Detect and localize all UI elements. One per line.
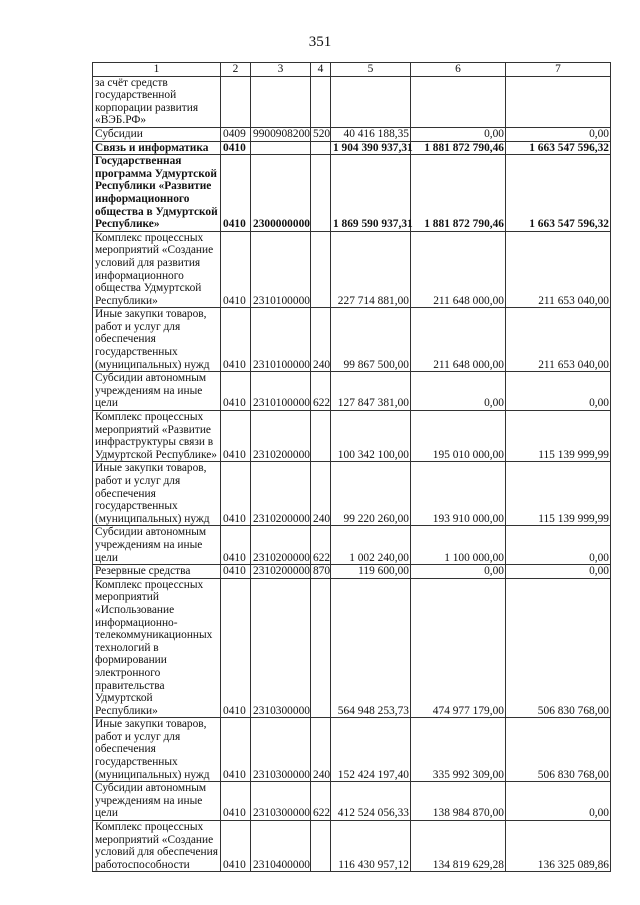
row-name: Субсидии автономным учреждениям на иные цели (93, 372, 221, 411)
row-value-7: 0,00 (506, 565, 611, 579)
row-section-code: 0410 (221, 231, 251, 308)
row-value-7: 115 139 999,99 (506, 462, 611, 526)
row-value-6: 1 881 872 790,46 (411, 155, 506, 232)
row-value-6 (411, 76, 506, 127)
row-value-5: 100 342 100,00 (331, 411, 411, 462)
row-value-5: 99 867 500,00 (331, 308, 411, 372)
row-target-code: 2310300000 (251, 718, 311, 782)
table-row (93, 578, 611, 718)
row-expense-type: 240 (311, 718, 331, 782)
row-target-code: 2310300000 (251, 782, 311, 821)
table-row (93, 127, 611, 141)
table-row (93, 462, 611, 526)
col-header-3: 3 (251, 63, 311, 77)
row-name: Субсидии (93, 127, 221, 141)
row-target-code: 2310100000 (251, 231, 311, 308)
row-target-code: 2310200000 (251, 462, 311, 526)
col-header-5: 5 (331, 63, 411, 77)
row-value-6: 0,00 (411, 127, 506, 141)
row-target-code: 2310200000 (251, 526, 311, 565)
row-section-code (221, 76, 251, 127)
row-section-code: 0410 (221, 526, 251, 565)
row-name: Резервные средства (93, 565, 221, 579)
table-row (93, 141, 611, 155)
row-value-7: 211 653 040,00 (506, 231, 611, 308)
row-name: Комплекс процессных мероприятий «Развитие инфраструктуры связи в Удмуртской Республике» (93, 411, 221, 462)
table-row (93, 821, 611, 872)
row-name: Субсидии автономным учреждениям на иные цели (93, 782, 221, 821)
budget-table (92, 62, 611, 872)
row-value-5: 1 002 240,00 (331, 526, 411, 565)
row-name: Связь и информатика (93, 141, 221, 155)
row-target-code: 2310200000 (251, 565, 311, 579)
row-value-6: 474 977 179,00 (411, 578, 506, 718)
row-expense-type: 240 (311, 308, 331, 372)
table-row (93, 308, 611, 372)
table-row (93, 718, 611, 782)
row-target-code: 2310100000 (251, 308, 311, 372)
row-value-6: 211 648 000,00 (411, 308, 506, 372)
row-expense-type (311, 76, 331, 127)
row-section-code: 0410 (221, 578, 251, 718)
row-section-code: 0410 (221, 718, 251, 782)
row-value-6: 134 819 629,28 (411, 821, 506, 872)
row-name: Государственная программа Удмуртской Республики «Развитие информационного общества в Удмуртской Республике» (93, 155, 221, 232)
row-value-6: 138 984 870,00 (411, 782, 506, 821)
row-target-code: 2310100000 (251, 372, 311, 411)
row-value-7: 0,00 (506, 372, 611, 411)
row-value-6: 195 010 000,00 (411, 411, 506, 462)
row-expense-type: 870 (311, 565, 331, 579)
row-value-5: 127 847 381,00 (331, 372, 411, 411)
row-value-6: 1 100 000,00 (411, 526, 506, 565)
col-header-2: 2 (221, 63, 251, 77)
row-value-7: 0,00 (506, 526, 611, 565)
row-section-code: 0410 (221, 411, 251, 462)
row-section-code: 0410 (221, 372, 251, 411)
row-name: Иные закупки товаров, работ и услуг для обеспечения государственных (муниципальных) нужд (93, 308, 221, 372)
row-value-6: 0,00 (411, 372, 506, 411)
row-value-5: 227 714 881,00 (331, 231, 411, 308)
col-header-1: 1 (93, 63, 221, 77)
row-expense-type (311, 155, 331, 232)
row-expense-type: 240 (311, 462, 331, 526)
row-target-code (251, 141, 311, 155)
table-row (93, 372, 611, 411)
row-expense-type (311, 231, 331, 308)
row-section-code: 0410 (221, 155, 251, 232)
row-name: Комплекс процессных мероприятий «Создание условий для развития информационного общества Удмуртской Республики» (93, 231, 221, 308)
col-header-6: 6 (411, 63, 506, 77)
row-value-5: 152 424 197,40 (331, 718, 411, 782)
row-value-5: 99 220 260,00 (331, 462, 411, 526)
row-value-5: 412 524 056,33 (331, 782, 411, 821)
table-row (93, 155, 611, 232)
row-target-code: 2300000000 (251, 155, 311, 232)
row-value-5: 119 600,00 (331, 565, 411, 579)
row-value-5: 116 430 957,12 (331, 821, 411, 872)
row-expense-type: 622 (311, 782, 331, 821)
table-row (93, 526, 611, 565)
row-value-7: 115 139 999,99 (506, 411, 611, 462)
row-value-7 (506, 76, 611, 127)
table-row (93, 782, 611, 821)
col-header-4: 4 (311, 63, 331, 77)
row-section-code: 0410 (221, 821, 251, 872)
row-value-5 (331, 76, 411, 127)
row-value-6: 335 992 309,00 (411, 718, 506, 782)
row-expense-type: 622 (311, 372, 331, 411)
row-target-code: 9900908200 (251, 127, 311, 141)
row-target-code: 2310200000 (251, 411, 311, 462)
row-value-5: 564 948 253,73 (331, 578, 411, 718)
row-section-code: 0410 (221, 565, 251, 579)
row-expense-type (311, 411, 331, 462)
header-row (93, 63, 611, 77)
row-expense-type (311, 141, 331, 155)
row-section-code: 0410 (221, 782, 251, 821)
table-row (93, 565, 611, 579)
row-target-code (251, 76, 311, 127)
row-name: Иные закупки товаров, работ и услуг для обеспечения государственных (муниципальных) нужд (93, 718, 221, 782)
row-name: Субсидии автономным учреждениям на иные цели (93, 526, 221, 565)
table-row (93, 411, 611, 462)
row-value-7: 1 663 547 596,32 (506, 141, 611, 155)
row-expense-type (311, 821, 331, 872)
page-number: 351 (308, 34, 332, 50)
row-value-6: 211 648 000,00 (411, 231, 506, 308)
row-value-7: 211 653 040,00 (506, 308, 611, 372)
row-expense-type: 622 (311, 526, 331, 565)
row-section-code: 0410 (221, 141, 251, 155)
row-target-code: 2310400000 (251, 821, 311, 872)
row-value-7: 136 325 089,86 (506, 821, 611, 872)
row-value-6: 1 881 872 790,46 (411, 141, 506, 155)
row-name: за счёт средств государственной корпорации развития «ВЭБ.РФ» (93, 76, 221, 127)
row-value-7: 0,00 (506, 127, 611, 141)
row-expense-type (311, 578, 331, 718)
table-row (93, 76, 611, 127)
row-name: Комплекс процессных мероприятий «Создание условий для обеспечения работоспособности (93, 821, 221, 872)
col-header-7: 7 (506, 63, 611, 77)
row-name: Иные закупки товаров, работ и услуг для обеспечения государственных (муниципальных) нужд (93, 462, 221, 526)
row-value-5: 1 904 390 937,31 (331, 141, 411, 155)
row-name: Комплекс процессных мероприятий «Использование информационно-телекоммуникационных технологий в формировании электронного правительства Удмуртской Республики» (93, 578, 221, 718)
row-value-5: 40 416 188,35 (331, 127, 411, 141)
row-value-7: 1 663 547 596,32 (506, 155, 611, 232)
row-value-6: 0,00 (411, 565, 506, 579)
row-value-6: 193 910 000,00 (411, 462, 506, 526)
row-value-7: 506 830 768,00 (506, 578, 611, 718)
row-section-code: 0410 (221, 308, 251, 372)
row-expense-type: 520 (311, 127, 331, 141)
table-row (93, 231, 611, 308)
row-section-code: 0410 (221, 462, 251, 526)
row-section-code: 0409 (221, 127, 251, 141)
row-value-5: 1 869 590 937,31 (331, 155, 411, 232)
row-value-7: 506 830 768,00 (506, 718, 611, 782)
row-value-7: 0,00 (506, 782, 611, 821)
row-target-code: 2310300000 (251, 578, 311, 718)
